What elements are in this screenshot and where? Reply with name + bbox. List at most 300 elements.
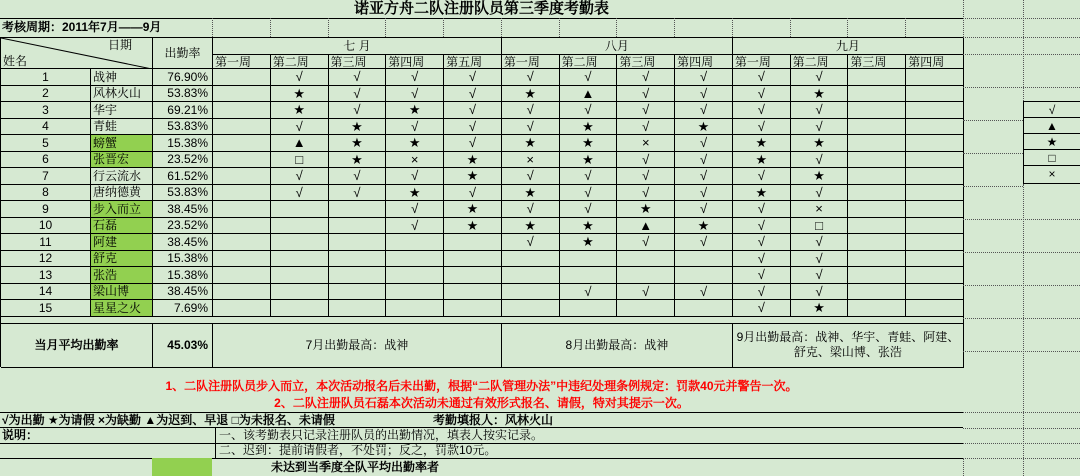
- gridline: [212, 18, 213, 37]
- attendance-mark-cell[interactable]: √: [733, 119, 791, 136]
- attendance-mark-cell[interactable]: ×: [502, 152, 560, 169]
- week-header-m1-w2[interactable]: 第二周: [271, 55, 329, 69]
- attendance-mark-cell[interactable]: [906, 168, 964, 185]
- attendance-mark-cell[interactable]: [675, 300, 733, 317]
- attendance-mark-cell[interactable]: √: [329, 86, 387, 103]
- attendance-mark-cell[interactable]: √: [329, 168, 387, 185]
- row-number-cell[interactable]: 4: [1, 119, 91, 136]
- attendance-mark-cell[interactable]: √: [733, 267, 791, 284]
- attendance-mark-cell[interactable]: √: [675, 69, 733, 86]
- gridline: [559, 18, 560, 37]
- attendance-mark-cell[interactable]: [329, 234, 387, 251]
- attendance-mark-cell[interactable]: [271, 218, 329, 235]
- penalty-notice-1[interactable]: 1、二队注册队员步入而立，本次活动报名后未出勤，根据“二队管理办法”中违纪处理条例规定：罚款40元并警告一次。: [165, 379, 798, 393]
- attendance-mark-cell[interactable]: √: [675, 86, 733, 103]
- gridline: [963, 285, 1080, 286]
- attendance-mark-cell[interactable]: [848, 69, 906, 86]
- row-number-cell[interactable]: 11: [1, 234, 91, 251]
- player-name-cell[interactable]: 青蛙: [91, 119, 153, 136]
- attendance-mark-cell[interactable]: [444, 300, 502, 317]
- attendance-mark-cell[interactable]: √: [560, 102, 618, 119]
- gridline: [963, 54, 1080, 55]
- week-header-m2-w2[interactable]: 第二周: [560, 55, 618, 69]
- attendance-rate-cell[interactable]: 53.83%: [153, 185, 213, 202]
- attendance-rate-cell[interactable]: 23.52%: [153, 152, 213, 169]
- attendance-mark-cell[interactable]: [617, 300, 675, 317]
- attendance-rate-cell[interactable]: 76.90%: [153, 69, 213, 86]
- attendance-mark-cell[interactable]: √: [444, 86, 502, 103]
- player-name-cell[interactable]: 风林火山: [91, 86, 153, 103]
- attendance-mark-cell[interactable]: ★: [444, 168, 502, 185]
- gridline: [905, 18, 906, 37]
- attendance-mark-cell[interactable]: [502, 300, 560, 317]
- attendance-mark-cell[interactable]: √: [733, 168, 791, 185]
- attendance-mark-cell[interactable]: [213, 300, 271, 317]
- gridline: [963, 87, 1080, 88]
- assessment-period-cell[interactable]: 考核周期：2011年7月——9月: [2, 20, 162, 34]
- penalty-notice-2[interactable]: 2、二队注册队员石磊本次活动未通过有效形式报名、请假，特对其提示一次。: [274, 396, 689, 410]
- attendance-mark-cell[interactable]: √: [386, 86, 444, 103]
- week-header-m3-w4[interactable]: 第四周: [906, 55, 964, 69]
- attendance-mark-cell[interactable]: √: [617, 185, 675, 202]
- attendance-mark-cell[interactable]: [848, 251, 906, 268]
- week-header-m1-w5[interactable]: 第五周: [444, 55, 502, 69]
- attendance-mark-cell[interactable]: ★: [502, 86, 560, 103]
- attendance-mark-cell[interactable]: √: [675, 185, 733, 202]
- attendance-mark-cell[interactable]: [386, 300, 444, 317]
- attendance-mark-cell[interactable]: √: [444, 185, 502, 202]
- attendance-mark-cell[interactable]: [329, 284, 387, 301]
- attendance-mark-cell[interactable]: √: [502, 168, 560, 185]
- attendance-mark-cell[interactable]: √: [329, 69, 387, 86]
- attendance-mark-cell[interactable]: √: [444, 135, 502, 152]
- attendance-mark-cell[interactable]: √: [617, 69, 675, 86]
- attendance-mark-cell[interactable]: [848, 119, 906, 136]
- notes-label-cell[interactable]: 说明：: [2, 428, 39, 442]
- row-number-cell[interactable]: 15: [1, 300, 91, 317]
- attendance-mark-cell[interactable]: [213, 135, 271, 152]
- attendance-mark-cell[interactable]: √: [675, 135, 733, 152]
- attendance-mark-cell[interactable]: √: [733, 69, 791, 86]
- attendance-mark-cell[interactable]: □: [791, 218, 849, 235]
- player-name-cell[interactable]: 华宇: [91, 102, 153, 119]
- attendance-rate-cell[interactable]: 38.45%: [153, 234, 213, 251]
- attendance-mark-cell[interactable]: [848, 168, 906, 185]
- attendance-mark-cell[interactable]: √: [791, 284, 849, 301]
- sheet-title: 诺亚方舟二队注册队员第三季度考勤表: [353, 0, 609, 17]
- attendance-mark-cell[interactable]: √: [791, 102, 849, 119]
- row-number-cell[interactable]: 12: [1, 251, 91, 268]
- attendance-rate-cell[interactable]: 15.38%: [153, 135, 213, 152]
- attendance-mark-cell[interactable]: √: [502, 201, 560, 218]
- row-number-cell[interactable]: 2: [1, 86, 91, 103]
- attendance-mark-cell[interactable]: [213, 218, 271, 235]
- attendance-rate-cell[interactable]: 38.45%: [153, 284, 213, 301]
- attendance-mark-cell[interactable]: [502, 251, 560, 268]
- gridline: [963, 428, 1080, 429]
- attendance-mark-cell[interactable]: [213, 284, 271, 301]
- attendance-mark-cell[interactable]: √: [791, 152, 849, 169]
- july-top-cell[interactable]: 7月出勤最高：战神: [213, 324, 502, 369]
- note-line-1[interactable]: 一、该考勤表只记录注册队员的出勤情况，填表人按实记录。: [219, 428, 544, 442]
- reporter-label[interactable]: 考勤填报人：风林火山: [433, 413, 554, 427]
- attendance-mark-cell[interactable]: ★: [502, 185, 560, 202]
- attendance-rate-cell[interactable]: 61.52%: [153, 168, 213, 185]
- player-name-cell[interactable]: 螃蟹: [91, 135, 153, 152]
- attendance-mark-cell[interactable]: [848, 152, 906, 169]
- green-highlight-swatch-cell[interactable]: [152, 458, 212, 476]
- month-header-july[interactable]: 七 月: [213, 38, 502, 55]
- attendance-mark-cell[interactable]: √: [444, 69, 502, 86]
- attendance-mark-cell[interactable]: [848, 218, 906, 235]
- week-header-m2-w1[interactable]: 第一周: [502, 55, 560, 69]
- attendance-mark-cell[interactable]: [906, 152, 964, 169]
- avg-rate-value-cell[interactable]: 45.03%: [153, 324, 213, 369]
- attendance-mark-cell[interactable]: [848, 102, 906, 119]
- attendance-mark-cell[interactable]: [906, 284, 964, 301]
- attendance-mark-cell[interactable]: [444, 284, 502, 301]
- attendance-mark-cell[interactable]: √: [386, 119, 444, 136]
- attendance-mark-cell[interactable]: [848, 300, 906, 317]
- attendance-mark-cell[interactable]: [906, 119, 964, 136]
- attendance-mark-cell[interactable]: [213, 201, 271, 218]
- gridline: [270, 18, 271, 37]
- attendance-mark-cell[interactable]: [848, 267, 906, 284]
- gridline: [963, 153, 1023, 154]
- symbol-sample-cell[interactable]: ★: [1024, 134, 1080, 150]
- attendance-mark-cell[interactable]: √: [617, 168, 675, 185]
- attendance-mark-cell[interactable]: ★: [675, 218, 733, 235]
- week-header-m3-w1[interactable]: 第一周: [733, 55, 791, 69]
- attendance-mark-cell[interactable]: [213, 86, 271, 103]
- attendance-mark-cell[interactable]: [502, 284, 560, 301]
- attendance-mark-cell[interactable]: [906, 201, 964, 218]
- september-top-cell[interactable]: 9月出勤最高：战神、华宇、青蛙、阿建、舒克、梁山博、张浩: [733, 324, 964, 369]
- player-name-cell[interactable]: 阿建: [91, 234, 153, 251]
- attendance-mark-cell[interactable]: [906, 267, 964, 284]
- week-header-m1-w3[interactable]: 第三周: [329, 55, 387, 69]
- attendance-mark-cell[interactable]: √: [329, 185, 387, 202]
- attendance-mark-cell[interactable]: [213, 102, 271, 119]
- attendance-mark-cell[interactable]: [848, 201, 906, 218]
- attendance-mark-cell[interactable]: □: [271, 152, 329, 169]
- attendance-mark-cell[interactable]: [906, 102, 964, 119]
- attendance-rate-cell[interactable]: 7.69%: [153, 300, 213, 317]
- attendance-mark-cell[interactable]: [386, 234, 444, 251]
- attendance-mark-cell[interactable]: √: [271, 168, 329, 185]
- attendance-mark-cell[interactable]: √: [386, 168, 444, 185]
- attendance-mark-cell[interactable]: [329, 300, 387, 317]
- attendance-mark-cell[interactable]: ★: [386, 102, 444, 119]
- attendance-rate-cell[interactable]: 23.52%: [153, 218, 213, 235]
- attendance-mark-cell[interactable]: [271, 201, 329, 218]
- attendance-mark-cell[interactable]: ★: [791, 168, 849, 185]
- attendance-mark-cell[interactable]: [848, 185, 906, 202]
- row-number-cell[interactable]: 6: [1, 152, 91, 169]
- attendance-mark-cell[interactable]: [271, 234, 329, 251]
- attendance-mark-cell[interactable]: √: [560, 201, 618, 218]
- attendance-mark-cell[interactable]: [213, 251, 271, 268]
- legend-row: [0, 412, 963, 428]
- player-name-cell[interactable]: 舒克: [91, 251, 153, 268]
- player-name-cell[interactable]: 行云流水: [91, 168, 153, 185]
- attendance-mark-cell[interactable]: √: [791, 234, 849, 251]
- attendance-mark-cell[interactable]: [906, 251, 964, 268]
- attendance-mark-cell[interactable]: ★: [502, 135, 560, 152]
- gridline: [963, 186, 1023, 187]
- row-number-cell[interactable]: 13: [1, 267, 91, 284]
- attendance-mark-cell[interactable]: √: [733, 251, 791, 268]
- attendance-mark-cell[interactable]: [906, 135, 964, 152]
- attendance-mark-cell[interactable]: [444, 251, 502, 268]
- row-number-cell[interactable]: 1: [1, 69, 91, 86]
- attendance-mark-cell[interactable]: ★: [560, 152, 618, 169]
- attendance-mark-cell[interactable]: [213, 168, 271, 185]
- attendance-mark-cell[interactable]: ★: [386, 135, 444, 152]
- attendance-mark-cell[interactable]: √: [617, 152, 675, 169]
- attendance-mark-cell[interactable]: [675, 267, 733, 284]
- row-number-cell[interactable]: 3: [1, 102, 91, 119]
- diagonal-header-cell[interactable]: [1, 38, 153, 69]
- spacer-row: [1, 317, 964, 324]
- attendance-mark-cell[interactable]: ★: [386, 185, 444, 202]
- attendance-mark-cell[interactable]: ★: [675, 119, 733, 136]
- attendance-mark-cell[interactable]: √: [791, 69, 849, 86]
- attendance-mark-cell[interactable]: ×: [386, 152, 444, 169]
- attendance-mark-cell[interactable]: √: [675, 168, 733, 185]
- attendance-mark-cell[interactable]: √: [617, 86, 675, 103]
- player-name-cell[interactable]: 张浩: [91, 267, 153, 284]
- attendance-mark-cell[interactable]: [906, 69, 964, 86]
- player-name-cell[interactable]: 星星之火: [91, 300, 153, 317]
- attendance-mark-cell[interactable]: [848, 234, 906, 251]
- attendance-mark-cell[interactable]: [329, 267, 387, 284]
- attendance-mark-cell[interactable]: √: [329, 102, 387, 119]
- attendance-mark-cell[interactable]: √: [386, 69, 444, 86]
- player-name-cell[interactable]: 石磊: [91, 218, 153, 235]
- player-name-cell[interactable]: 张晋宏: [91, 152, 153, 169]
- august-top-cell[interactable]: 8月出勤最高：战神: [502, 324, 733, 369]
- attendance-mark-cell[interactable]: ▲: [617, 218, 675, 235]
- attendance-mark-cell[interactable]: ▲: [271, 135, 329, 152]
- attendance-rate-cell[interactable]: 15.38%: [153, 251, 213, 268]
- attendance-mark-cell[interactable]: [675, 251, 733, 268]
- attendance-mark-cell[interactable]: ★: [444, 218, 502, 235]
- attendance-mark-cell[interactable]: [213, 69, 271, 86]
- player-name-cell[interactable]: 步入而立: [91, 201, 153, 218]
- attendance-mark-cell[interactable]: √: [791, 251, 849, 268]
- attendance-mark-cell[interactable]: [329, 251, 387, 268]
- attendance-mark-cell[interactable]: [271, 251, 329, 268]
- attendance-mark-cell[interactable]: √: [791, 267, 849, 284]
- attendance-mark-cell[interactable]: √: [617, 234, 675, 251]
- attendance-mark-cell[interactable]: √: [617, 102, 675, 119]
- attendance-mark-cell[interactable]: [848, 135, 906, 152]
- attendance-rate-cell[interactable]: 69.21%: [153, 102, 213, 119]
- attendance-mark-cell[interactable]: √: [733, 300, 791, 317]
- attendance-mark-cell[interactable]: ▲: [560, 86, 618, 103]
- week-header-m3-w3[interactable]: 第三周: [848, 55, 906, 69]
- attendance-mark-cell[interactable]: ★: [560, 135, 618, 152]
- attendance-mark-cell[interactable]: [848, 284, 906, 301]
- attendance-mark-cell[interactable]: √: [733, 284, 791, 301]
- attendance-mark-cell[interactable]: √: [444, 102, 502, 119]
- legend-symbols[interactable]: √为出勤 ★为请假 ×为缺勤 ▲为迟到、早退 □为未报名、未请假: [2, 413, 335, 427]
- attendance-mark-cell[interactable]: ★: [560, 234, 618, 251]
- attendance-mark-cell[interactable]: ★: [733, 185, 791, 202]
- attendance-mark-cell[interactable]: ★: [329, 135, 387, 152]
- attendance-mark-cell[interactable]: √: [617, 119, 675, 136]
- week-header-m2-w3[interactable]: 第三周: [617, 55, 675, 69]
- attendance-mark-cell[interactable]: ★: [502, 218, 560, 235]
- attendance-mark-cell[interactable]: √: [733, 102, 791, 119]
- attendance-mark-cell[interactable]: [271, 284, 329, 301]
- symbol-sample-cell[interactable]: ▲: [1024, 118, 1080, 134]
- attendance-mark-cell[interactable]: [213, 185, 271, 202]
- attendance-mark-cell[interactable]: √: [386, 201, 444, 218]
- attendance-mark-cell[interactable]: √: [271, 119, 329, 136]
- attendance-mark-cell[interactable]: √: [733, 201, 791, 218]
- attendance-table: [0, 37, 963, 367]
- attendance-mark-cell[interactable]: ★: [271, 86, 329, 103]
- player-name-cell[interactable]: 唐纳德黄: [91, 185, 153, 202]
- attendance-rate-cell[interactable]: 38.45%: [153, 201, 213, 218]
- attendance-mark-cell[interactable]: √: [675, 102, 733, 119]
- attendance-mark-cell[interactable]: ★: [733, 135, 791, 152]
- attendance-mark-cell[interactable]: √: [560, 284, 618, 301]
- attendance-mark-cell[interactable]: √: [791, 119, 849, 136]
- week-header-m1-w4[interactable]: 第四周: [386, 55, 444, 69]
- attendance-mark-cell[interactable]: ★: [271, 102, 329, 119]
- footer-note-cell[interactable]: 未达到当季度全队平均出勤率者: [270, 460, 439, 474]
- week-header-m1-w1[interactable]: 第一周: [213, 55, 271, 69]
- attendance-mark-cell[interactable]: [329, 201, 387, 218]
- attendance-mark-cell[interactable]: [906, 185, 964, 202]
- attendance-mark-cell[interactable]: √: [733, 86, 791, 103]
- attendance-mark-cell[interactable]: √: [502, 102, 560, 119]
- note-line-2[interactable]: 二、迟到：提前请假者，不处罚；反之，罚款10元。: [219, 443, 497, 457]
- row-number-cell[interactable]: 10: [1, 218, 91, 235]
- attendance-mark-cell[interactable]: [271, 267, 329, 284]
- attendance-rate-cell[interactable]: 53.83%: [153, 119, 213, 136]
- attendance-mark-cell[interactable]: ★: [444, 201, 502, 218]
- attendance-mark-cell[interactable]: ★: [617, 201, 675, 218]
- row-number-cell[interactable]: 8: [1, 185, 91, 202]
- month-header-september[interactable]: 九月: [733, 38, 964, 55]
- attendance-mark-cell[interactable]: √: [675, 152, 733, 169]
- attendance-mark-cell[interactable]: [906, 86, 964, 103]
- attendance-mark-cell[interactable]: [386, 284, 444, 301]
- attendance-mark-cell[interactable]: √: [675, 201, 733, 218]
- attendance-mark-cell[interactable]: √: [675, 234, 733, 251]
- attendance-rate-cell[interactable]: 53.83%: [153, 86, 213, 103]
- attendance-mark-cell[interactable]: [386, 267, 444, 284]
- row-number-cell[interactable]: 14: [1, 284, 91, 301]
- attendance-mark-cell[interactable]: √: [444, 119, 502, 136]
- attendance-mark-cell[interactable]: [213, 152, 271, 169]
- player-name-cell[interactable]: 梁山博: [91, 284, 153, 301]
- attendance-mark-cell[interactable]: ★: [791, 300, 849, 317]
- row-number-cell[interactable]: 9: [1, 201, 91, 218]
- attendance-mark-cell[interactable]: [906, 218, 964, 235]
- attendance-mark-cell[interactable]: [906, 300, 964, 317]
- attendance-mark-cell[interactable]: [617, 251, 675, 268]
- attendance-mark-cell[interactable]: √: [560, 168, 618, 185]
- gridline: [963, 318, 1080, 319]
- attendance-mark-cell[interactable]: ★: [560, 119, 618, 136]
- attendance-mark-cell[interactable]: ★: [791, 86, 849, 103]
- attendance-mark-cell[interactable]: √: [675, 284, 733, 301]
- attendance-mark-cell[interactable]: [560, 251, 618, 268]
- gridline: [963, 458, 964, 476]
- symbol-sample-cell[interactable]: √: [1024, 102, 1080, 118]
- rate-header-cell[interactable]: 出勤率: [153, 38, 213, 69]
- symbol-sample-cell[interactable]: □: [1024, 150, 1080, 166]
- attendance-mark-cell[interactable]: [444, 267, 502, 284]
- attendance-mark-cell[interactable]: [213, 267, 271, 284]
- attendance-rate-cell[interactable]: 15.38%: [153, 267, 213, 284]
- attendance-mark-cell[interactable]: √: [617, 284, 675, 301]
- attendance-mark-cell[interactable]: √: [560, 69, 618, 86]
- attendance-mark-cell[interactable]: [560, 267, 618, 284]
- attendance-mark-cell[interactable]: [444, 234, 502, 251]
- attendance-mark-cell[interactable]: ★: [560, 218, 618, 235]
- attendance-mark-cell[interactable]: √: [560, 185, 618, 202]
- attendance-mark-cell[interactable]: √: [733, 218, 791, 235]
- attendance-mark-cell[interactable]: √: [502, 69, 560, 86]
- attendance-mark-cell[interactable]: √: [502, 234, 560, 251]
- month-header-august[interactable]: 八月: [502, 38, 733, 55]
- gridline: [443, 18, 444, 37]
- attendance-mark-cell[interactable]: √: [386, 218, 444, 235]
- attendance-mark-cell[interactable]: [617, 267, 675, 284]
- symbol-sample-cell[interactable]: ×: [1048, 167, 1056, 182]
- gridline: [963, 252, 1080, 253]
- attendance-mark-cell[interactable]: √: [791, 185, 849, 202]
- attendance-mark-cell[interactable]: ★: [329, 152, 387, 169]
- week-header-m3-w2[interactable]: 第二周: [791, 55, 849, 69]
- attendance-mark-cell[interactable]: ★: [733, 152, 791, 169]
- row-number-cell[interactable]: 5: [1, 135, 91, 152]
- attendance-mark-cell[interactable]: ×: [791, 201, 849, 218]
- gridline: [732, 18, 733, 37]
- attendance-mark-cell[interactable]: [386, 251, 444, 268]
- attendance-mark-cell[interactable]: [906, 234, 964, 251]
- attendance-mark-cell[interactable]: [213, 119, 271, 136]
- attendance-mark-cell[interactable]: [848, 86, 906, 103]
- gridline: [501, 18, 502, 37]
- week-header-m2-w4[interactable]: 第四周: [675, 55, 733, 69]
- avg-rate-label-cell[interactable]: 当月平均出勤率: [1, 324, 153, 369]
- attendance-mark-cell[interactable]: ★: [791, 135, 849, 152]
- attendance-mark-cell[interactable]: ×: [617, 135, 675, 152]
- attendance-mark-cell[interactable]: √: [733, 234, 791, 251]
- attendance-mark-cell[interactable]: [560, 300, 618, 317]
- attendance-mark-cell[interactable]: ★: [329, 119, 387, 136]
- attendance-mark-cell[interactable]: [213, 234, 271, 251]
- gridline: [847, 18, 848, 37]
- gridline: [963, 18, 1080, 19]
- attendance-mark-cell[interactable]: √: [502, 119, 560, 136]
- player-name-cell[interactable]: 战神: [91, 69, 153, 86]
- attendance-mark-cell[interactable]: [502, 267, 560, 284]
- attendance-mark-cell[interactable]: [329, 218, 387, 235]
- attendance-mark-cell[interactable]: [271, 300, 329, 317]
- row-number-cell[interactable]: 7: [1, 168, 91, 185]
- attendance-mark-cell[interactable]: √: [271, 69, 329, 86]
- attendance-mark-cell[interactable]: √: [271, 185, 329, 202]
- attendance-mark-cell[interactable]: ★: [444, 152, 502, 169]
